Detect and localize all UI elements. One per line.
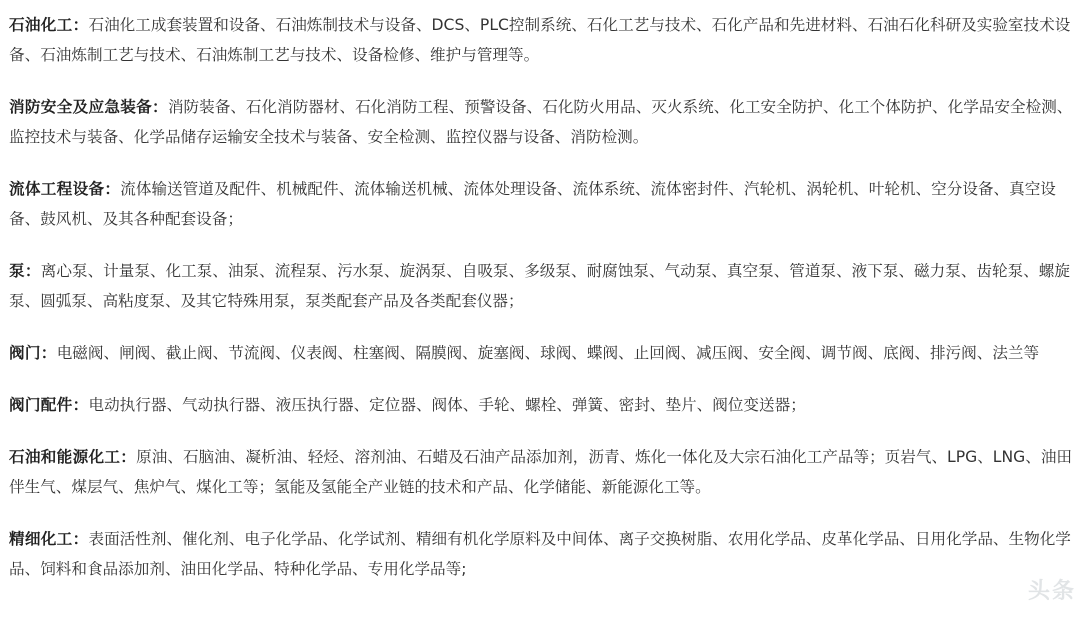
category-description: 离心泵、计量泵、化工泵、油泵、流程泵、污水泵、旋涡泵、自吸泵、多级泵、耐腐蚀泵、气动泵、真空泵、管道泵、液下泵、磁力泵、齿轮泵、螺旋泵、圆弧泵、高粘度泵、及其它特殊用泵，泵类配套产品及各类配套仪器；: [9, 262, 1070, 310]
category-term: 消防安全及应急装备：: [9, 98, 168, 116]
category-paragraph-energy-chemical: [9, 442, 1083, 502]
category-paragraph-petrochemical: [9, 10, 1083, 70]
category-description: 电磁阀、闸阀、截止阀、节流阀、仪表阀、柱塞阀、隔膜阀、旋塞阀、球阀、蝶阀、止回阀、减压阀、安全阀、调节阀、底阀、排污阀、法兰等: [56, 344, 1040, 362]
category-term: 流体工程设备：: [9, 180, 121, 198]
category-paragraph-valve-parts: [9, 390, 1083, 420]
category-term: 精细化工：: [9, 530, 89, 548]
document-body: [9, 10, 1083, 606]
category-term: 泵：: [9, 262, 41, 280]
category-paragraph-fluid-equipment: [9, 174, 1083, 234]
category-description: 流体输送管道及配件、机械配件、流体输送机械、流体处理设备、流体系统、流体密封件、汽轮机、涡轮机、叶轮机、空分设备、真空设备、鼓风机、及其各种配套设备；: [9, 180, 1056, 228]
watermark-logo: 头条: [1027, 579, 1076, 604]
category-term: 石油化工：: [9, 16, 89, 34]
category-paragraph-pumps: [9, 256, 1083, 316]
category-term: 阀门：: [9, 344, 57, 362]
category-description: 表面活性剂、催化剂、电子化学品、化学试剂、精细有机化学原料及中间体、离子交换树脂、农用化学品、皮革化学品、日用化学品、生物化学品、饲料和食品添加剂、油田化学品、特种化学品、专用化学品等;: [9, 530, 1071, 578]
category-term: 石油和能源化工：: [9, 448, 137, 466]
category-description: 消防装备、石化消防器材、石化消防工程、预警设备、石化防火用品、灭火系统、化工安全防护、化工个体防护、化学品安全检测、监控技术与装备、化学品储存运输安全技术与装备、安全检测、监控仪器与设备、消防检测。: [9, 98, 1073, 146]
category-term: 阀门配件：: [9, 396, 89, 414]
category-paragraph-fine-chemical: [9, 524, 1083, 584]
category-description: 石油化工成套装置和设备、石油炼制技术与设备、DCS、PLC控制系统、石化工艺与技术、石化产品和先进材料、石油石化科研及实验室技术设备、石油炼制工艺与技术、石油炼制工艺与技术、设备检修、维护与管理等。: [9, 16, 1071, 64]
category-description: 电动执行器、气动执行器、液压执行器、定位器、阀体、手轮、螺栓、弹簧、密封、垫片、阀位变送器；: [88, 396, 806, 414]
category-paragraph-fire-safety: [9, 92, 1083, 152]
category-paragraph-valves: [9, 338, 1083, 368]
category-description: 原油、石脑油、凝析油、轻烃、溶剂油、石蜡及石油产品添加剂，沥青、炼化一体化及大宗石油化工产品等；页岩气、LPG、LNG、油田伴生气、煤层气、焦炉气、煤化工等；氢能及氢能全产业链的技术和产品、化学储能、新能源化工等。: [9, 448, 1073, 496]
